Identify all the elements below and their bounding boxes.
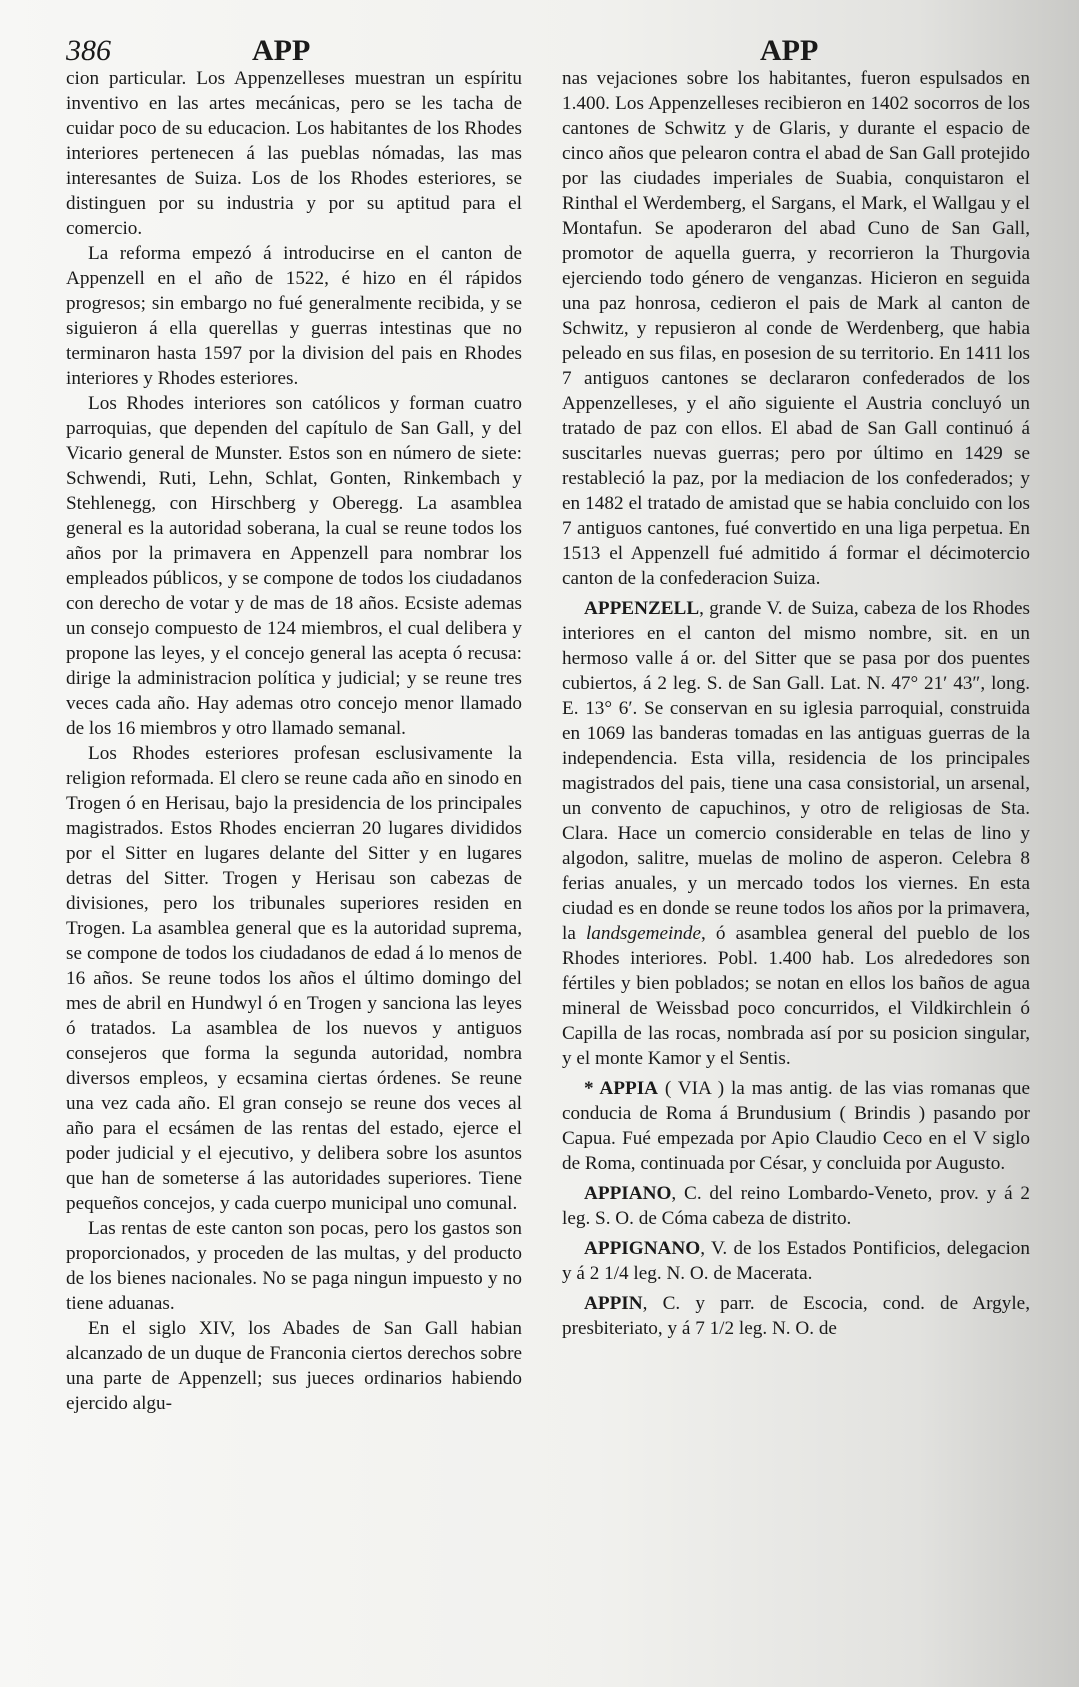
dictionary-entry bbox=[562, 1291, 1030, 1341]
paragraph: En el siglo XIV, los Abades de San Gall habian alcanzado de un duque de Franconia ciertos derechos sobre una parte de Appenzell; sus jueces ordinarios habiendo ejercido algu- bbox=[66, 1318, 522, 1414]
entry-headword: APPIANO bbox=[584, 1183, 672, 1204]
entry-text: , V. de los Estados Pontificios, delegacion y á 2 1/4 leg. N. O. de Macerata. bbox=[562, 1238, 1030, 1284]
paragraph: nas vejaciones sobre los habitantes, fueron espulsados en 1.400. Los Appenzelleses recibieron en 1402 socorros de los cantones de Schwitz y de Glaris, y durante el espacio de cinco años que pelearon contra el abad de San Gall protejido por las ciudades imperiales de Suabia, conquistaron el Rinthal el Werdemberg, el Sargans, el Mark, el Wallgau y el Montafun. Se apoderaron del abad Cuno de San Gall, promotor de aquella guerra, y recorrieron la Thurgovia ejerciendo todo género de venganzas. Hicieron en seguida una paz honrosa, cedieron el pais de Mark al canton de Schwitz, y repusieron al conde de Werdenberg, que habia peleado en sus filas, en posesion de su territorio. En 1411 los 7 antiguos cantones se declararon confederados de los Appenzelleses, y el año siguiente el Austria concluyó un tratado de paz con ellos. El abad de San Gall continuó á suscitarles nuevas guerras; pero por último en 1429 se restableció la paz, por la mediacion de los confederados; y en 1482 el tratado de amistad que se habia concluido con los 7 antiguos cantones, fué convertido en una liga perpetua. En 1513 el Appenzell fué admitido á formar el décimotercio canton de la confederacion Suiza. bbox=[562, 68, 1030, 589]
dictionary-entry bbox=[562, 1076, 1030, 1176]
entry-text: ( VIA ) la mas antig. de las vias romanas que conducia de Roma á Brundusium ( Brindis ) pasando por Capua. Fué empezada por Apio Claudio Ceco en el V siglo de Roma, continuada por César, y concluida por Augusto. bbox=[562, 1078, 1031, 1174]
entry-text: , C. del reino Lombardo-Veneto, prov. y á 2 leg. S. O. de Cóma cabeza de distrito. bbox=[562, 1183, 1030, 1229]
paragraph: Los Rhodes esteriores profesan esclusivamente la religion reformada. El clero se reune cada año en sinodo en Trogen ó en Herisau, bajo la presidencia de los principales magistrados. Estos Rhodes encierran 20 lugares divididos por el Sitter en lugares delante del Sitter y en lugares detras del Sitter. Trogen y Herisau son cabezas de divisiones, pero los tribunales superiores residen en Trogen. La asamblea general que es la autoridad suprema, se compone de todos los ciudadanos de edad á lo menos de 16 años. Se reune todos los años el último domingo del mes de abril en Hundwyl ó en Trogen y sanciona las leyes ó tratados. La asamblea de los nuevos y antiguos consejeros que forma la segunda autoridad, nombra diversos empleos, y ecsamina ciertas órdenes. Se reune una vez cada año. El gran consejo se reune dos veces al año para el ecsámen de las rentas del estado, ejerce el poder judicial y el ejecutivo, y delibera sobre los asuntos que han de someterse á las autoridades superiores. Tiene pequeños concejos, y cada cuerpo municipal uno comunal. bbox=[66, 743, 522, 1214]
running-head-left: APP bbox=[252, 34, 311, 67]
paragraph: La reforma empezó á introducirse en el canton de Appenzell en el año de 1522, é hizo en él rápidos progresos; sin embargo no fué generalmente recibida, y se siguieron á ella querellas y guerras intestinas que no terminaron hasta 1597 por la division del pais en Rhodes interiores y Rhodes esteriores. bbox=[66, 243, 522, 389]
entry-text: , ó asamblea general del pueblo de los Rhodes interiores. Pobl. 1.400 hab. Los alrededores son fértiles y bien poblados; se notan en ellos los baños de agua mineral de Weissbad poco concurridos, el Vildkirchlein ó Capilla de las rocas, nombrada así por su posicion singular, y el monte Kamor y el Sentis. bbox=[562, 923, 1030, 1069]
running-head-right: APP bbox=[760, 34, 819, 67]
paragraph: cion particular. Los Appenzelleses muestran un espíritu inventivo en las artes mecánicas, pero se les tacha de cuidar poco de su educacion. Los habitantes de los Rhodes interiores pertenecen á las pueblas nómadas, las mas interesantes de Suiza. Los de los Rhodes esteriores, se distinguen por su industria y por su aptitud para el comercio. bbox=[66, 68, 522, 239]
left-column bbox=[66, 66, 522, 1416]
dictionary-entry bbox=[562, 1236, 1030, 1286]
paragraph: Las rentas de este canton son pocas, pero los gastos son proporcionados, y proceden de las multas, y del producto de los bienes nacionales. No se paga ningun impuesto y no tiene aduanas. bbox=[66, 1218, 522, 1314]
right-column bbox=[562, 66, 1030, 1341]
entry-headword: * APPIA bbox=[584, 1078, 659, 1099]
dictionary-entry bbox=[562, 596, 1030, 1071]
entry-text: , grande V. de Suiza, cabeza de los Rhodes interiores en el canton del mismo nombre, sit. en un hermoso valle á or. del Sitter que se pasa por dos puentes cubiertos, á 2 leg. S. de San Gall. Lat. N. 47° 21′ 43″, long. E. 13° 6′. Se conservan en su iglesia parroquial, construida en 1069 las banderas tomadas en las antiguas guerras de la independencia. Esta villa, residencia de los principales magistrados del pais, tiene una casa consistorial, un arsenal, un convento de capuchinos, y otro de religiosas de Sta. Clara. Hace un comercio considerable en telas de lino y algodon, salitre, muelas de molino de asperon. Celebra 8 ferias anuales, y un mercado todos los viernes. En esta ciudad es en donde se reune todos los años por la primavera, la bbox=[562, 598, 1030, 944]
entry-headword: APPIN bbox=[584, 1293, 643, 1314]
dictionary-entry bbox=[562, 1181, 1030, 1231]
page-number: 386 bbox=[66, 34, 111, 67]
entry-italic-term: landsgemeinde bbox=[585, 923, 702, 944]
entry-headword: APPIGNANO bbox=[584, 1238, 701, 1259]
entry-headword: APPENZELL bbox=[584, 598, 700, 619]
paragraph: Los Rhodes interiores son católicos y forman cuatro parroquias, que dependen del capítulo de San Gall, y del Vicario general de Munster. Estos son en número de siete: Schwendi, Ruti, Lehn, Schlat, Gonten, Rinkembach y Stehlenegg, con Hirschberg y Oberegg. La asamblea general es la autoridad soberana, la cual se reune todos los años por la primavera en Appenzell para nombrar los empleados públicos, y se compone de todos los ciudadanos con derecho de votar y de mas de 18 años. Ecsiste ademas un consejo compuesto de 124 miembros, el cual delibera y propone las leyes, y el concejo general las acepta ó recusa: dirige la administracion política y judicial; y se reune tres veces cada año. Hay ademas otro concejo menor llamado de los 16 miembros y otro llamado semanal. bbox=[66, 393, 522, 739]
entry-text: , C. y parr. de Escocia, cond. de Argyle, presbiteriato, y á 7 1/2 leg. N. O. de bbox=[562, 1293, 1030, 1339]
